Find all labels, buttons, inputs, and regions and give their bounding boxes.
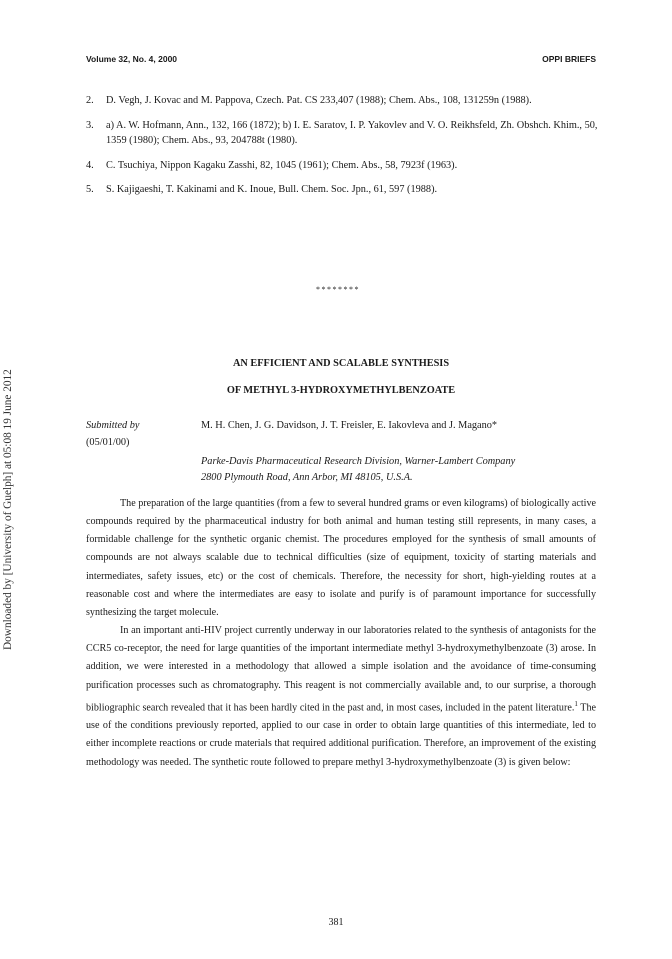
paragraph-text: In an important anti-HIV project currently underway in our laboratories related to the synthesis of antagonists for the CCR5 co-receptor, the need for large quantities of the important intermediate methyl 3-hydroxymethylbenzoate (3) arose. In addition, we were interested in a methodology that allowed a simple isolation and the avoidance of time-consuming purification processes such as chromatography. This reagent is not commercially available and, to our surprise, a thorough bibliographic search revealed that it has been hardly cited in the past and, in most cases, included in the patent literature.	[86, 625, 596, 714]
reference-text: C. Tsuchiya, Nippon Kagaku Zasshi, 82, 1045 (1961); Chem. Abs., 58, 7923f (1963).	[106, 159, 458, 171]
affiliation	[201, 454, 515, 486]
reference-number: 5.	[86, 184, 94, 195]
submitted-label: Submitted by	[86, 420, 140, 431]
paragraph	[86, 622, 596, 772]
footnote-marker: 1	[574, 699, 578, 708]
reference-item	[86, 158, 606, 174]
submitted-date: (05/01/00)	[86, 437, 130, 448]
paragraph-text: The use of the conditions previously reported, applied to our case in order to obtain large quantities of this intermediate, led to either incomplete reactions or crude materials that required additional purification. Therefore, an improvement of the existing methodology was needed. The synthetic route followed to prepare methyl 3-hydroxymethylbenzoate (3) is given below:	[86, 702, 596, 768]
article-title	[86, 350, 596, 404]
affiliation-line: Parke-Davis Pharmaceutical Research Division, Warner-Lambert Company	[201, 456, 516, 467]
reference-number: 2.	[86, 95, 94, 106]
article-body	[86, 495, 596, 772]
reference-item	[86, 182, 606, 198]
section-name: OPPI BRIEFS	[542, 54, 596, 64]
reference-text: a) A. W. Hofmann, Ann., 132, 166 (1872); b) I. E. Saratov, I. P. Yakovlev and V. O. Reikhsfeld, Zh. Obshch. Khim., 50, 1359 (1980); Chem. Abs., 93, 204788t (1980).	[106, 119, 598, 146]
reference-text: D. Vegh, J. Kovac and M. Pappova, Czech. Pat. CS 233,407 (1988); Chem. Abs., 108, 131259n (1988).	[106, 95, 532, 106]
reference-text: S. Kajigaeshi, T. Kakinami and K. Inoue, Bull. Chem. Soc. Jpn., 61, 597 (1988).	[106, 184, 438, 195]
title-line: AN EFFICIENT AND SCALABLE SYNTHESIS	[232, 358, 450, 369]
reference-item	[86, 93, 606, 109]
page-number: 381	[328, 917, 344, 928]
title-line: OF METHYL 3-HYDROXYMETHYLBENZOATE	[226, 385, 456, 396]
author-list: M. H. Chen, J. G. Davidson, J. T. Freisler, E. Iakovleva and J. Magano*	[201, 420, 498, 431]
paragraph: The preparation of the large quantities (from a few to several hundred grams or even kilograms) of biologically active compounds required by the pharmaceutical industry for both animal and human testing still represents, in many cases, a formidable challenge for the synthetic organic chemist. The procedures employed for the synthesis of small amounts of compounds are not always scalable due to technical difficulties (size of equipment, toxicity of starting materials and intermediates, safety issues, etc) or the cost of chemicals. Therefore, the necessity for short, high-yielding routes at a reasonable cost and where the intermediates are easy to isolate and purify is of paramount importance for successfully synthesizing the target molecule.	[86, 498, 596, 618]
reference-number: 4.	[86, 159, 94, 171]
download-watermark: Downloaded by [University of Guelph] at 05:08 19 June 2012	[2, 369, 14, 650]
affiliation-line: 2800 Plymouth Road, Ann Arbor, MI 48105, U.S.A.	[201, 472, 413, 483]
section-separator: ********	[316, 285, 360, 294]
reference-item	[86, 118, 606, 149]
reference-number: 3.	[86, 119, 94, 131]
journal-volume: Volume 32, No. 4, 2000	[86, 54, 178, 64]
reference-list	[86, 93, 606, 207]
